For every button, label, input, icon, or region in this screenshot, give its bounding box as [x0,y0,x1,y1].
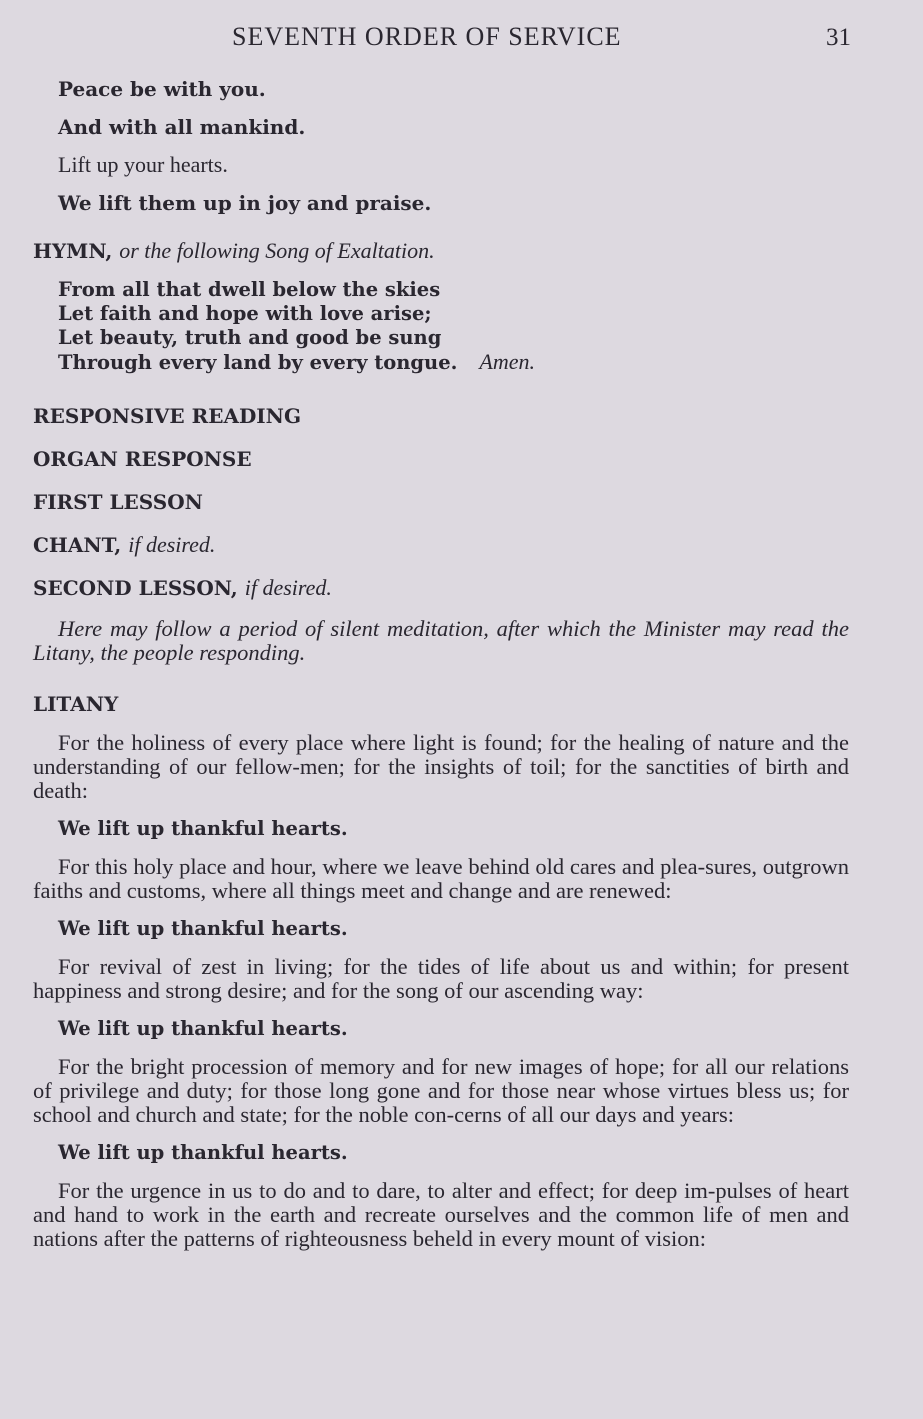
litany-response: We lift up thankful hearts. [58,1141,348,1164]
section-heading-note: if desired. [128,532,216,557]
litany-petition: For the urgence in us to do and to dare, to alter and effect; for deep im-pulses of heart and hand to work in the earth and recreate ourselves and the common life of men and nations after the patterns of righteousness beheld in every mount of vision: [33,1178,849,1251]
meditation-rubric: Here may follow a period of silent meditation, after which the Minister may read the Litany, the people responding. [33,616,849,665]
section-heading-label: CHANT, [33,533,122,557]
hymn-heading-label: HYMN, [33,239,113,263]
section-heading-first-lesson [33,489,849,515]
page-number: 31 [826,24,851,51]
litany-heading: LITANY [33,692,119,716]
hymn-line-last [58,350,849,375]
section-heading-label: SECOND LESSON, [33,576,238,600]
hymn-line: Let beauty, truth and good be sung [58,326,442,349]
opening-versicles [33,76,849,216]
hymn-line: Through every land by every tongue. [58,351,458,374]
section-heading-label: ORGAN RESPONSE [33,447,252,471]
hymn-amen: Amen. [479,349,536,374]
section-heading-responsive-reading [33,403,849,429]
section-heading-label: RESPONSIVE READING [33,404,302,428]
litany-response: We lift up thankful hearts. [58,1017,348,1040]
section-heading-chant [33,532,849,558]
hymn-heading-note: or the following Song of Exaltation. [119,238,435,263]
section-heading-second-lesson [33,575,849,601]
versicle-response: We lift them up in joy and praise. [58,191,432,215]
hymn-heading [33,238,849,264]
section-heading-note: if desired. [244,575,332,600]
page-content [33,76,849,1265]
hymn-verse [33,278,849,375]
versicle-call: Lift up your hearts. [58,152,228,177]
litany-petition: For the bright procession of memory and for new images of hope; for all our relations of privilege and duty; for those long gone and for those near whose virtues bless us; for school and church and state; for the noble con-cerns of all our days and years: [33,1054,849,1127]
order-sections [33,403,849,665]
hymn-line: From all that dwell below the skies [58,278,441,301]
litany-section [33,691,849,1251]
running-title: SEVENTH ORDER OF SERVICE [232,22,622,51]
litany-response: We lift up thankful hearts. [58,917,348,940]
litany-petition: For the holiness of every place where light is found; for the healing of nature and the understanding of our fellow-men; for the insights of toil; for the sanctities of birth and death: [33,730,849,803]
litany-petition: For this holy place and hour, where we leave behind old cares and plea-sures, outgrown faiths and customs, where all things meet and change and are renewed: [33,854,849,903]
section-heading-organ-response [33,446,849,472]
hymn-line: Let faith and hope with love arise; [58,302,432,325]
running-head [0,22,923,58]
section-heading-label: FIRST LESSON [33,490,203,514]
litany-response: We lift up thankful hearts. [58,817,348,840]
versicle-response: And with all mankind. [58,115,306,139]
hymn-section [33,238,849,375]
litany-petition: For revival of zest in living; for the tides of life about us and within; for present happiness and strong desire; and for the song of our ascending way: [33,954,849,1003]
versicle-response: Peace be with you. [58,77,266,101]
